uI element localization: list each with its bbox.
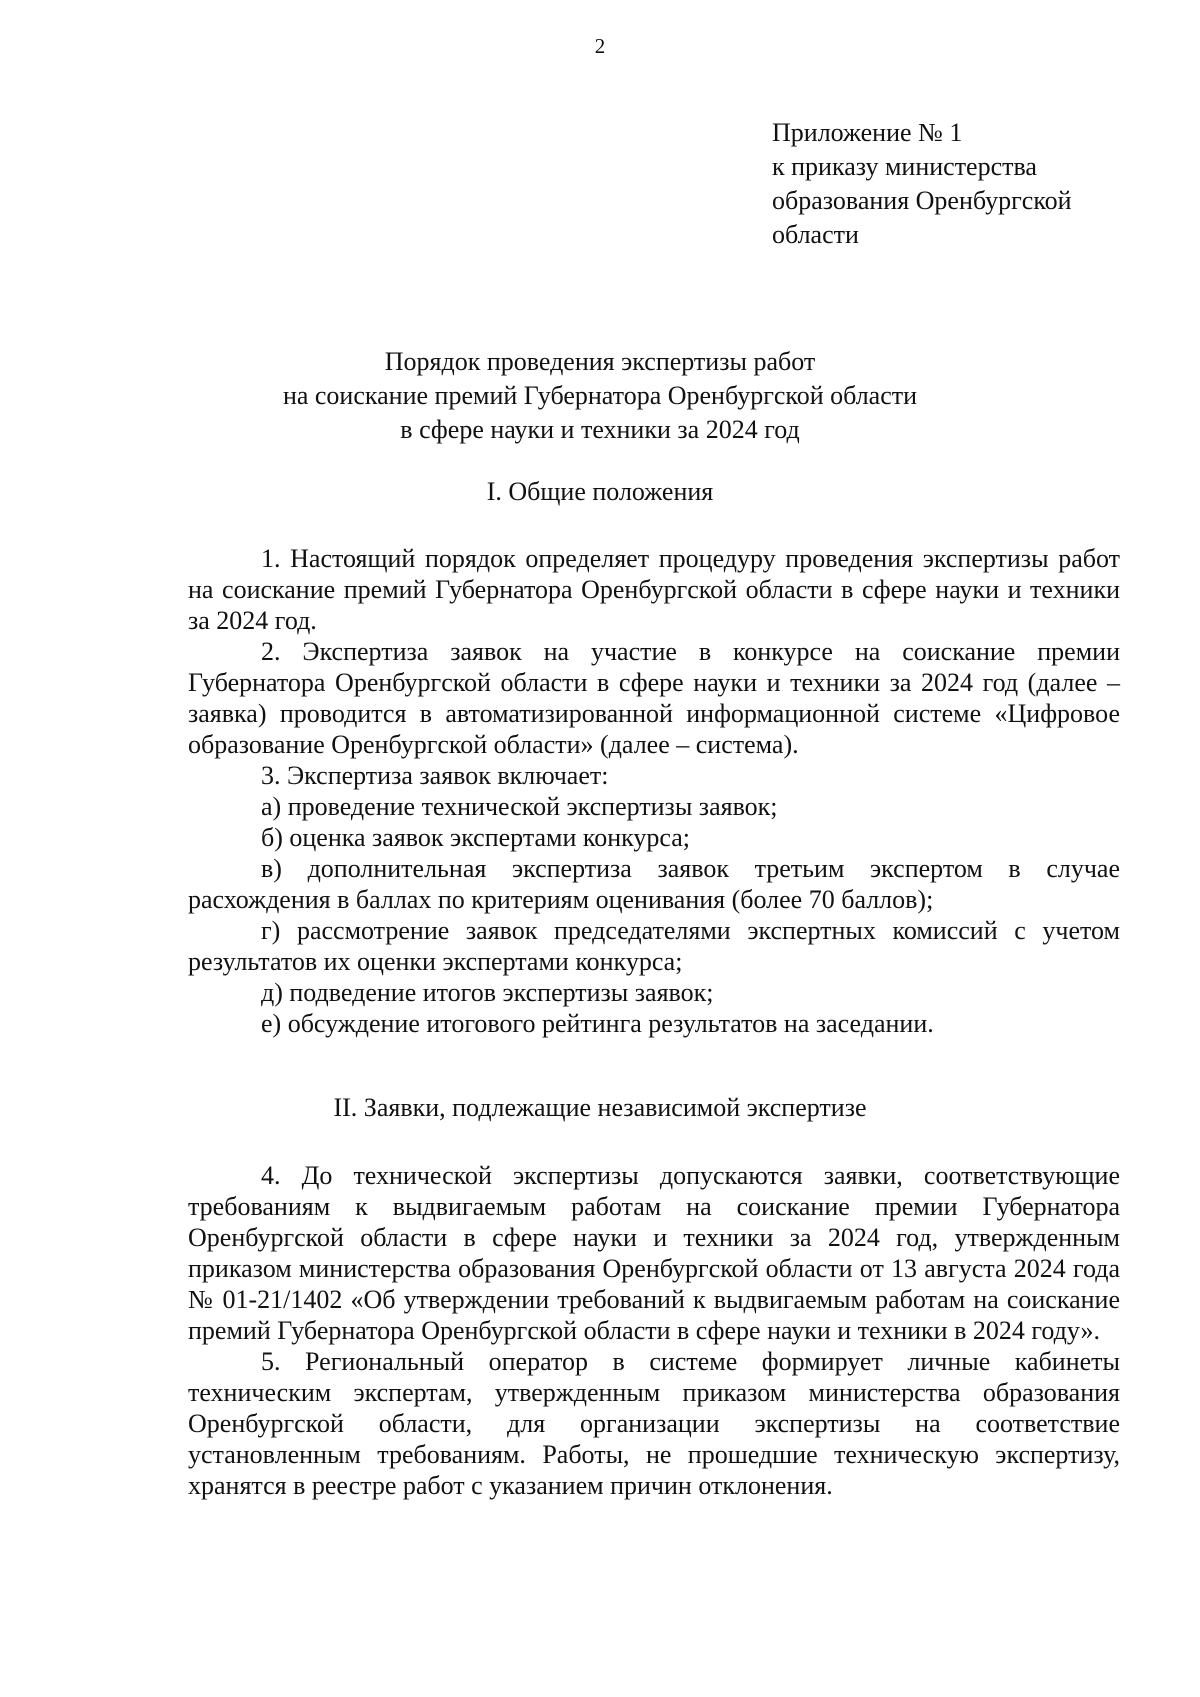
title-line: на соискание премий Губернатора Оренбургской области (282, 381, 918, 410)
page-number: 2 (594, 34, 606, 58)
title-line: в сфере науки и техники за 2024 год (400, 415, 800, 444)
appendix-note (772, 116, 1072, 252)
document-title (0, 345, 1200, 447)
appendix-line: Приложение № 1 (772, 118, 963, 147)
appendix-line: к приказу министерства (772, 152, 1037, 181)
paragraph: 4. До технической экспертизы допускаются заявки, соответствующие требованиям к выдвигаемым работам на соискание премии Губернатора Оренбургской области в сфере науки и техники за 2024 год, утвержденным приказом министерства образования Оренбургской области от 13 августа 2024 года № 01-21/1402 «Об утверждении требований к выдвигаемым работам на соискание премий Губернатора Оренбургской области в сфере науки и техники в 2024 году». (188, 1161, 1120, 1345)
list-item: д) подведение итогов экспертизы заявок; (261, 978, 714, 1007)
section-heading-applications: II. Заявки, подлежащие независимой экспертизе (333, 1093, 867, 1122)
title-line: Порядок проведения экспертизы работ (384, 347, 816, 376)
list-item: б) оценка заявок экспертами конкурса; (261, 823, 691, 852)
paragraph: 3. Экспертиза заявок включает: (261, 761, 609, 790)
paragraph: 2. Экспертиза заявок на участие в конкурсе на соискание премии Губернатора Оренбургской области в сфере науки и техники за 2024 год (далее – заявка) проводится в автоматизированной информационной системе «Цифровое образование Оренбургской области» (далее – система). (188, 637, 1120, 759)
list-item: г) рассмотрение заявок председателями экспертных комиссий с учетом результатов их оценки экспертами конкурса; (188, 916, 1120, 976)
paragraph: 5. Региональный оператор в системе формирует личные кабинеты техническим экспертам, утвержденным приказом министерства образования Оренбургской области, для организации экспертизы на соответствие установленным требованиям. Работы, не прошедшие техническую экспертизу, хранятся в реестре работ с указанием причин отклонения. (188, 1347, 1120, 1500)
list-item: а) проведение технической экспертизы заявок; (261, 792, 778, 821)
section-general-body (188, 543, 1120, 1039)
paragraph: 1. Настоящий порядок определяет процедуру проведения экспертизы работ на соискание премий Губернатора Оренбургской области в сфере науки и техники за 2024 год. (188, 544, 1120, 635)
list-item: в) дополнительная экспертиза заявок третьим экспертом в случае расхождения в баллах по критериям оценивания (более 70 баллов); (188, 854, 1120, 914)
appendix-line: области (772, 220, 859, 249)
section-heading-general: I. Общие положения (486, 477, 714, 506)
list-item: е) обсуждение итогового рейтинга результатов на заседании. (261, 1009, 934, 1038)
section-applications-body (188, 1160, 1120, 1501)
appendix-line: образования Оренбургской (772, 186, 1072, 215)
